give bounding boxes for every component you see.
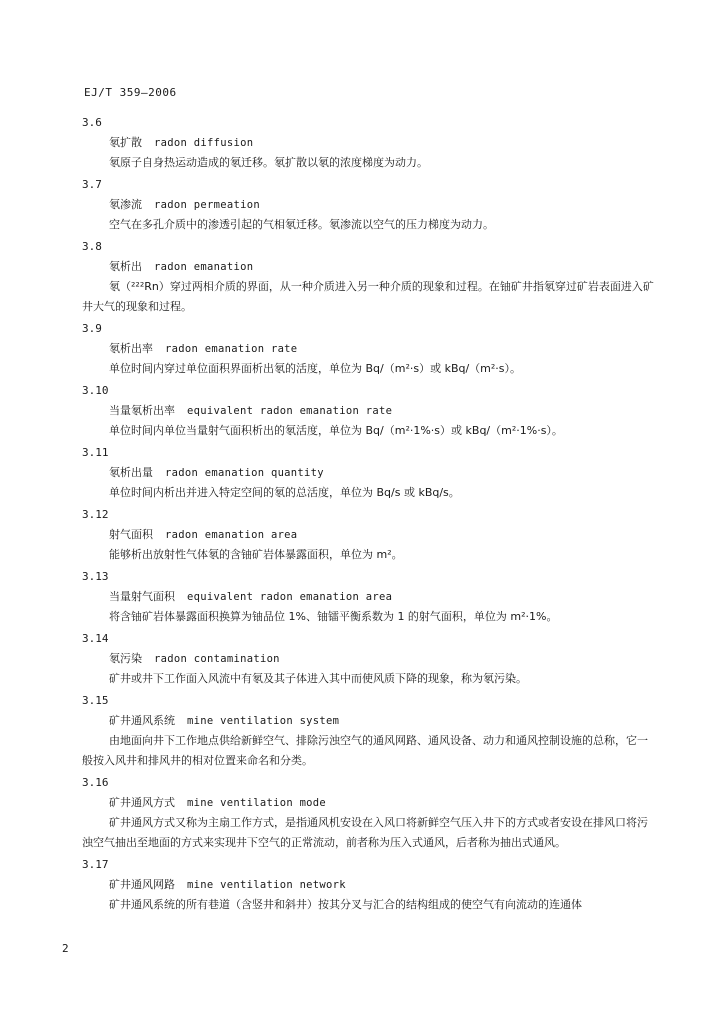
term-definition: 氡原子自身热运动造成的氡迁移。氡扩散以氡的浓度梯度为动力。 xyxy=(109,156,428,169)
term-english-name: equivalent radon emanation rate xyxy=(187,405,393,417)
term-entry xyxy=(82,381,654,441)
term-english-name: mine ventilation mode xyxy=(187,797,327,809)
term-heading xyxy=(109,711,654,731)
term-entry xyxy=(82,113,654,173)
term-chinese-name: 当量氡析出率 xyxy=(109,404,175,417)
term-entry xyxy=(82,773,654,853)
document-code: EJ/T 359—2006 xyxy=(84,86,177,99)
term-definition: 矿井通风方式又称为主扇工作方式，是指通风机安设在入风口将新鲜空气压入井下的方式或者安设在排风口将污浊空气抽出至地面的方式来实现井下空气的正常流动，前者称为压入式通风，后者称为抽出式通风。 xyxy=(82,816,648,849)
term-english-name: radon emanation quantity xyxy=(165,467,324,479)
term-definition: 单位时间内析出并进入特定空间的氡的总活度，单位为 Bq/s 或 kBq/s。 xyxy=(109,486,460,499)
term-number: 3.9 xyxy=(82,322,102,335)
term-english-name: mine ventilation network xyxy=(187,879,346,891)
term-definition: 单位时间内单位当量射气面积析出的氡活度，单位为 Bq/（m²·1%·s）或 kBq/（m²·1%·s）。 xyxy=(109,424,563,437)
term-chinese-name: 氡扩散 xyxy=(109,136,142,149)
term-chinese-name: 氡析出率 xyxy=(109,342,153,355)
term-english-name: radon contamination xyxy=(154,653,280,665)
term-number: 3.6 xyxy=(82,116,102,129)
term-entry xyxy=(82,175,654,235)
term-heading xyxy=(109,195,654,215)
term-heading xyxy=(109,463,654,483)
term-number: 3.13 xyxy=(82,570,109,583)
term-chinese-name: 当量射气面积 xyxy=(109,590,175,603)
term-definition: 氡（²²²Rn）穿过两相介质的界面，从一种介质进入另一种介质的现象和过程。在铀矿井指氡穿过矿岩表面进入矿井大气的现象和过程。 xyxy=(82,280,654,313)
term-heading xyxy=(109,793,654,813)
term-number: 3.17 xyxy=(82,858,109,871)
term-heading xyxy=(109,133,654,153)
term-english-name: radon permeation xyxy=(154,199,260,211)
term-english-name: radon emanation xyxy=(154,261,254,273)
term-chinese-name: 射气面积 xyxy=(109,528,153,541)
term-entry xyxy=(82,505,654,565)
term-chinese-name: 矿井通风系统 xyxy=(109,714,175,727)
term-chinese-name: 氡析出 xyxy=(109,260,142,273)
term-english-name: radon diffusion xyxy=(154,137,254,149)
term-definition: 能够析出放射性气体氡的含铀矿岩体暴露面积，单位为 m²。 xyxy=(109,548,403,561)
term-number: 3.12 xyxy=(82,508,109,521)
term-number: 3.15 xyxy=(82,694,109,707)
term-entry xyxy=(82,567,654,627)
term-english-name: radon emanation area xyxy=(165,529,298,541)
term-chinese-name: 矿井通风方式 xyxy=(109,796,175,809)
term-definition: 将含铀矿岩体暴露面积换算为铀品位 1%、铀镭平衡系数为 1 的射气面积，单位为 m²·1%。 xyxy=(109,610,558,623)
term-definition: 矿井通风系统的所有巷道（含竖井和斜井）按其分叉与汇合的结构组成的使空气有向流动的连通体 xyxy=(109,898,582,911)
term-number: 3.14 xyxy=(82,632,109,645)
term-number: 3.7 xyxy=(82,178,102,191)
term-chinese-name: 氡析出量 xyxy=(109,466,153,479)
term-english-name: mine ventilation system xyxy=(187,715,340,727)
term-number: 3.16 xyxy=(82,776,109,789)
term-definition: 空气在多孔介质中的渗透引起的气相氡迁移。氡渗流以空气的压力梯度为动力。 xyxy=(109,218,494,231)
term-heading xyxy=(109,257,654,277)
term-heading xyxy=(109,525,654,545)
term-definition: 矿井或井下工作面入风流中有氡及其子体进入其中而使风质下降的现象，称为氡污染。 xyxy=(109,672,527,685)
terms-list xyxy=(82,113,654,917)
term-chinese-name: 氡污染 xyxy=(109,652,142,665)
term-definition: 由地面向井下工作地点供给新鲜空气、排除污浊空气的通风网路、通风设备、动力和通风控制设施的总称，它一般按入风井和排风井的相对位置来命名和分类。 xyxy=(82,734,648,767)
term-entry xyxy=(82,629,654,689)
term-entry xyxy=(82,237,654,317)
term-entry xyxy=(82,319,654,379)
term-entry xyxy=(82,443,654,503)
term-number: 3.8 xyxy=(82,240,102,253)
term-english-name: radon emanation rate xyxy=(165,343,298,355)
term-chinese-name: 矿井通风网路 xyxy=(109,878,175,891)
term-definition: 单位时间内穿过单位面积界面析出氡的活度，单位为 Bq/（m²·s）或 kBq/（m²·s）。 xyxy=(109,362,522,375)
term-heading xyxy=(109,587,654,607)
term-english-name: equivalent radon emanation area xyxy=(187,591,393,603)
page-number: 2 xyxy=(62,942,69,955)
term-heading xyxy=(109,875,654,895)
term-entry xyxy=(82,855,654,915)
term-chinese-name: 氡渗流 xyxy=(109,198,142,211)
term-number: 3.11 xyxy=(82,446,109,459)
term-number: 3.10 xyxy=(82,384,109,397)
term-heading xyxy=(109,649,654,669)
term-entry xyxy=(82,691,654,771)
term-heading xyxy=(109,339,654,359)
term-heading xyxy=(109,401,654,421)
